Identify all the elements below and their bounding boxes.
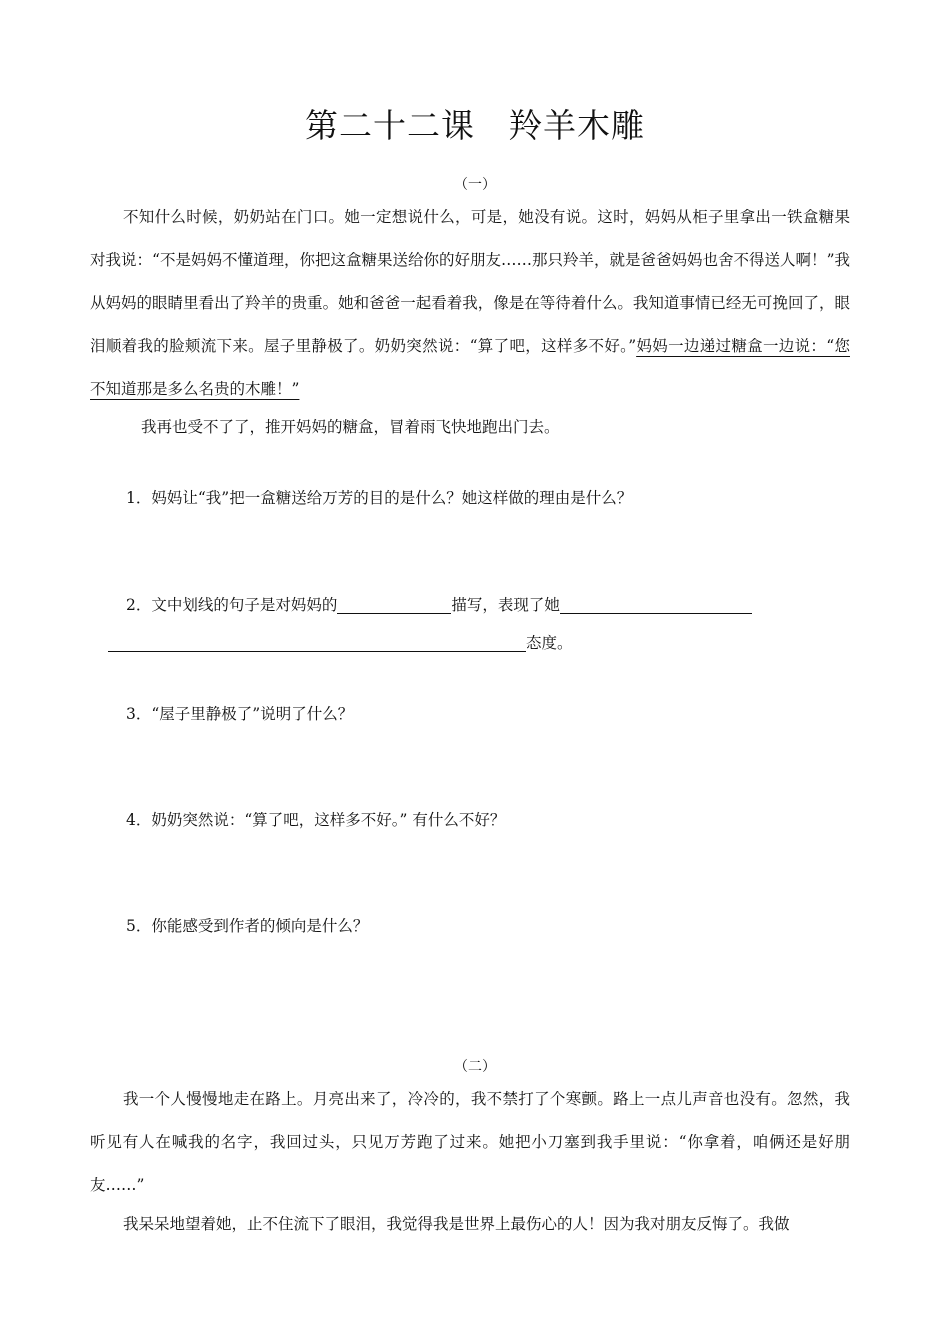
page-title: 第二十二课 羚羊木雕 [305,106,645,145]
underlined-sentence: 妈妈一边递过糖盒一边说：“您不知道那是多么名贵的木雕！” [90,337,850,398]
question-5: 5．你能感受到作者的倾向是什么？ [126,917,369,935]
section-one-label: （一） [454,177,496,193]
section-two-label: （二） [454,1059,496,1075]
question-2-continuation [108,631,573,653]
question-2 [126,593,752,615]
paragraph-text: 不知什么时候，奶奶站在门口。她一定想说什么，可是，她没有说。这时，妈妈从柜子里拿出一铁盒糖果对我说：“不是妈妈不懂道理，你把这盒糖果送给你的好朋友……那只羚羊，就是爸爸妈妈也舍不得送人啊！”我从妈妈的眼睛里看出了羚羊的贵重。她和爸爸一起看着我，像是在等待着什么。我知道事情已经无可挽回了，眼泪顺着我的脸颊流下来。屋子里静极了。奶奶突然说：“算了吧，这样多不好。” [90,208,850,355]
answer-blank-3[interactable] [108,650,526,652]
question-2-text-c: 态度。 [526,634,573,652]
question-1: 1．妈妈让“我”把一盒糖送给万芳的目的是什么？她这样做的理由是什么？ [126,489,633,507]
question-3: 3．“屋子里静极了”说明了什么？ [126,705,354,723]
section-two-paragraph-1: 我一个人慢慢地走在路上。月亮出来了，冷冷的，我不禁打了个寒颤。路上一点儿声音也没有。忽然，我听见有人在喊我的名字，我回过头，只见万芳跑了过来。她把小刀塞到我手里说：“你拿着，咱俩还是好朋友……” [90,1090,850,1194]
answer-blank-1[interactable] [337,612,451,614]
question-2-text-b: 描写，表现了她 [451,596,560,614]
section-one-paragraph-2: 我再也受不了了，推开妈妈的糖盒，冒着雨飞快地跑出门去。 [141,418,560,436]
section-two-paragraph-2: 我呆呆地望着她，止不住流下了眼泪，我觉得我是世界上最伤心的人！因为我对朋友反悔了。我做 [123,1215,790,1233]
answer-blank-2[interactable] [560,612,752,614]
question-2-text-a: 2．文中划线的句子是对妈妈的 [126,596,338,614]
section-one-paragraph-1 [90,196,850,411]
question-4: 4．奶奶突然说：“算了吧，这样多不好。” 有什么不好？ [126,811,506,829]
